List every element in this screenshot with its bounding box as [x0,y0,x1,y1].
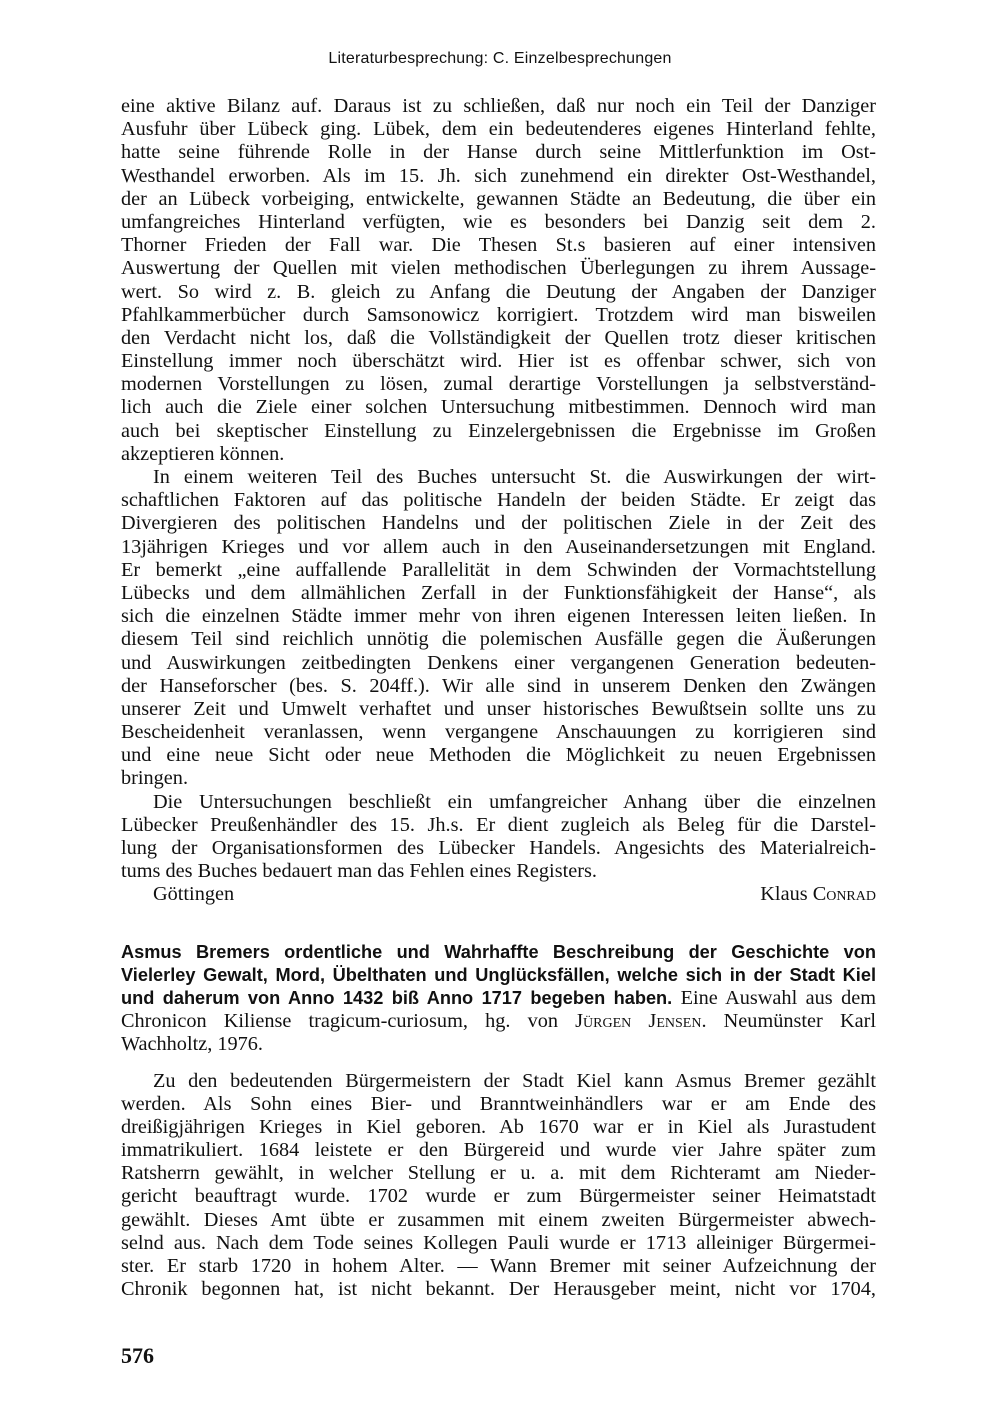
text-line: lung der Organisationsformen des Lübecker Handels. Angesichts des Materialreich- [121,837,876,859]
text-line: Lübecker Preußenhändler des 15. Jh.s. Er dient zugleich als Beleg für die Darstel- [121,813,876,836]
paragraph-gap [121,1057,876,1070]
text-line: Ausfuhr über Lübeck ging. Lübek, dem ein bedeutenderes eigenes Hinterland fehlte, [121,118,876,141]
text-line: umfangreiches Hinterland verfügten, wie es besonders bei Danzig seit dem 2. [121,210,876,233]
book-title-line: Asmus Bremers ordentliche und Wahrhaffte Beschreibung der Geschichte von [121,941,876,962]
text-line: bringen. [121,767,189,790]
editor-name: Jürgen Jensen [575,1010,702,1033]
review2-heading [121,941,876,1057]
text-line: gericht beauftragt wurde. 1702 wurde er zum Bürgermeister seiner Heimatstadt [121,1185,876,1208]
text-line: Einstellung immer noch überschätzt wird. Hier ist es offenbar schwer, sich von [121,350,876,373]
text-line: wert. So wird z. B. gleich zu Anfang die Deutung der Angaben der Danziger [121,280,876,303]
reviewer-name: Klaus Conrad [760,883,876,906]
text-line: Auswertung der Quellen mit vielen methodischen Überlegungen zu ihrem Aussage- [121,257,876,280]
book-title-line: und daherum von Anno 1432 biß Anno 1717 begeben haben. Eine Auswahl aus dem [121,986,876,1009]
section-gap [121,907,876,941]
text-line: Die Untersuchungen beschließt ein umfangreicher Anhang über die einzelnen [153,790,876,813]
text-line: ster. Er starb 1720 in hohem Alter. — Wann Bremer mit seiner Aufzeichnung der [121,1255,876,1277]
text-line: In einem weiteren Teil des Buches untersucht St. die Auswirkungen der wirt- [153,466,876,488]
text-line: Er bemerkt „eine auffallende Parallelität in dem Schwinden der Vormachtstellung [121,558,876,581]
text-line: Westhandel erworben. Als im 15. Jh. sich zunehmend ein direkter Ost-Westhandel, [121,164,876,187]
review2-paragraph-1 [121,1070,876,1302]
text-line: unserer Zeit und Umwelt verhaftet und unser historisches Bewußtsein sollte uns zu [121,697,876,720]
text-line: auch bei skeptischer Einstellung zu Einzelergebnissen die Ergebnisse im Großen [121,419,876,442]
text-line: Lübecks und dem allmählichen Zerfall in der Funktionsfähigkeit der Hanse“, als [121,581,876,604]
text-line: Bescheidenheit veranlassen, wenn vergangene Anschauungen zu korrigieren sind [121,721,876,744]
text-line: 13jährigen Krieges und vor allem auch in den Auseinandersetzungen mit England. [121,535,876,558]
text-line: und eine neue Sicht oder neue Methoden die Möglichkeit zu neuen Ergebnissen [121,744,876,767]
publication-info-line: Chronicon Kiliense tragicum-curiosum, hg. von Jürgen Jensen. Neumünster Karl [121,1010,876,1033]
text-line: tums des Buches bedauert man das Fehlen eines Registers. [121,860,597,883]
text-line: Divergieren des politischen Handelns und der politischen Ziele in der Zeit des [121,512,876,535]
text-line: dreißigjährigen Krieges in Kiel geboren. Ab 1670 war er in Kiel als Jurastudent [121,1115,876,1138]
text-line: eine aktive Bilanz auf. Daraus ist zu schließen, daß nur noch ein Teil der Danziger [121,95,876,117]
book-title-line: Vielerley Gewalt, Mord, Übelthaten und Unglücksfällen, welche sich in der Stadt Kiel [121,964,876,985]
text-line: Ratsherrn gewählt, in welcher Stellung er u. a. mit dem Richteramt am Nieder- [121,1162,876,1185]
review1-paragraph-1 [121,95,876,466]
text-line: der Hanseforscher (bes. S. 204ff.). Wir alle sind in unserem Denken den Zwängen [121,674,876,697]
text-line: Pfahlkammerbücher durch Samsonowicz korrigiert. Trotzdem wird man bisweilen [121,303,876,326]
text-line: sich die einzelnen Städte immer mehr von ihren eigenen Interessen leiten ließen. In [121,605,876,628]
review-place: Göttingen [153,883,235,906]
page-body [121,95,876,1301]
text-line: hatte seine führende Rolle in der Hanse durch seine Mittlerfunktion im Ost- [121,141,876,164]
text-line: Thorner Frieden der Fall war. Die Thesen St.s basieren auf einer intensiven [121,234,876,257]
text-line: immatrikuliert. 1684 leistete er den Bürgereid und wurde vier Jahre später zum [121,1139,876,1162]
text-line: akzeptieren können. [121,442,285,465]
review1-paragraph-2 [121,466,876,791]
text-line: selnd aus. Nach dem Tode seines Kollegen Pauli wurde er 1713 alleiniger Bürgermei- [121,1231,876,1254]
running-title: Literaturbesprechung: C. Einzelbesprechungen [328,50,672,67]
text-line: und Auswirkungen zeitbedingten Denkens einer vergangenen Generation bedeuten- [121,651,876,674]
text-line: den Verdacht nicht los, daß die Vollständigkeit der Quellen trotz dieser kritischen [121,326,876,349]
text-line: Zu den bedeutenden Bürgermeistern der Stadt Kiel kann Asmus Bremer gezählt [153,1069,876,1092]
text-line: der an Lübeck vorbeiging, entwickelte, gewannen Städte an Bedeutung, die über ein [121,187,876,210]
review1-paragraph-3 [121,791,876,884]
text-line: modernen Vorstellungen zu lösen, zumal derartige Vorstellungen ja selbstverständ- [121,373,876,396]
text-line: lich auch die Ziele einer solchen Untersuchung mitbestimmen. Dennoch wird man [121,396,876,419]
text-line: gewählt. Dieses Amt übte er zusammen mit einem zweiten Bürgermeister abwech- [121,1208,876,1231]
text-line: schaftlichen Faktoren auf das politische Handeln der beiden Städte. Er zeigt das [121,489,876,512]
text-line: werden. Als Sohn eines Bier- und Branntweinhändlers war er am Ende des [121,1092,876,1115]
text-line: Chronik begonnen hat, ist nicht bekannt. Der Herausgeber meint, nicht vor 1704, [121,1278,876,1301]
review1-signoff [121,883,876,906]
text-line: diesem Teil sind reichlich unnötig die polemischen Ausfälle gegen die Äußerungen [121,628,876,651]
page-number: 576 [121,1343,154,1368]
publication-info-line: Wachholtz, 1976. [121,1033,263,1056]
